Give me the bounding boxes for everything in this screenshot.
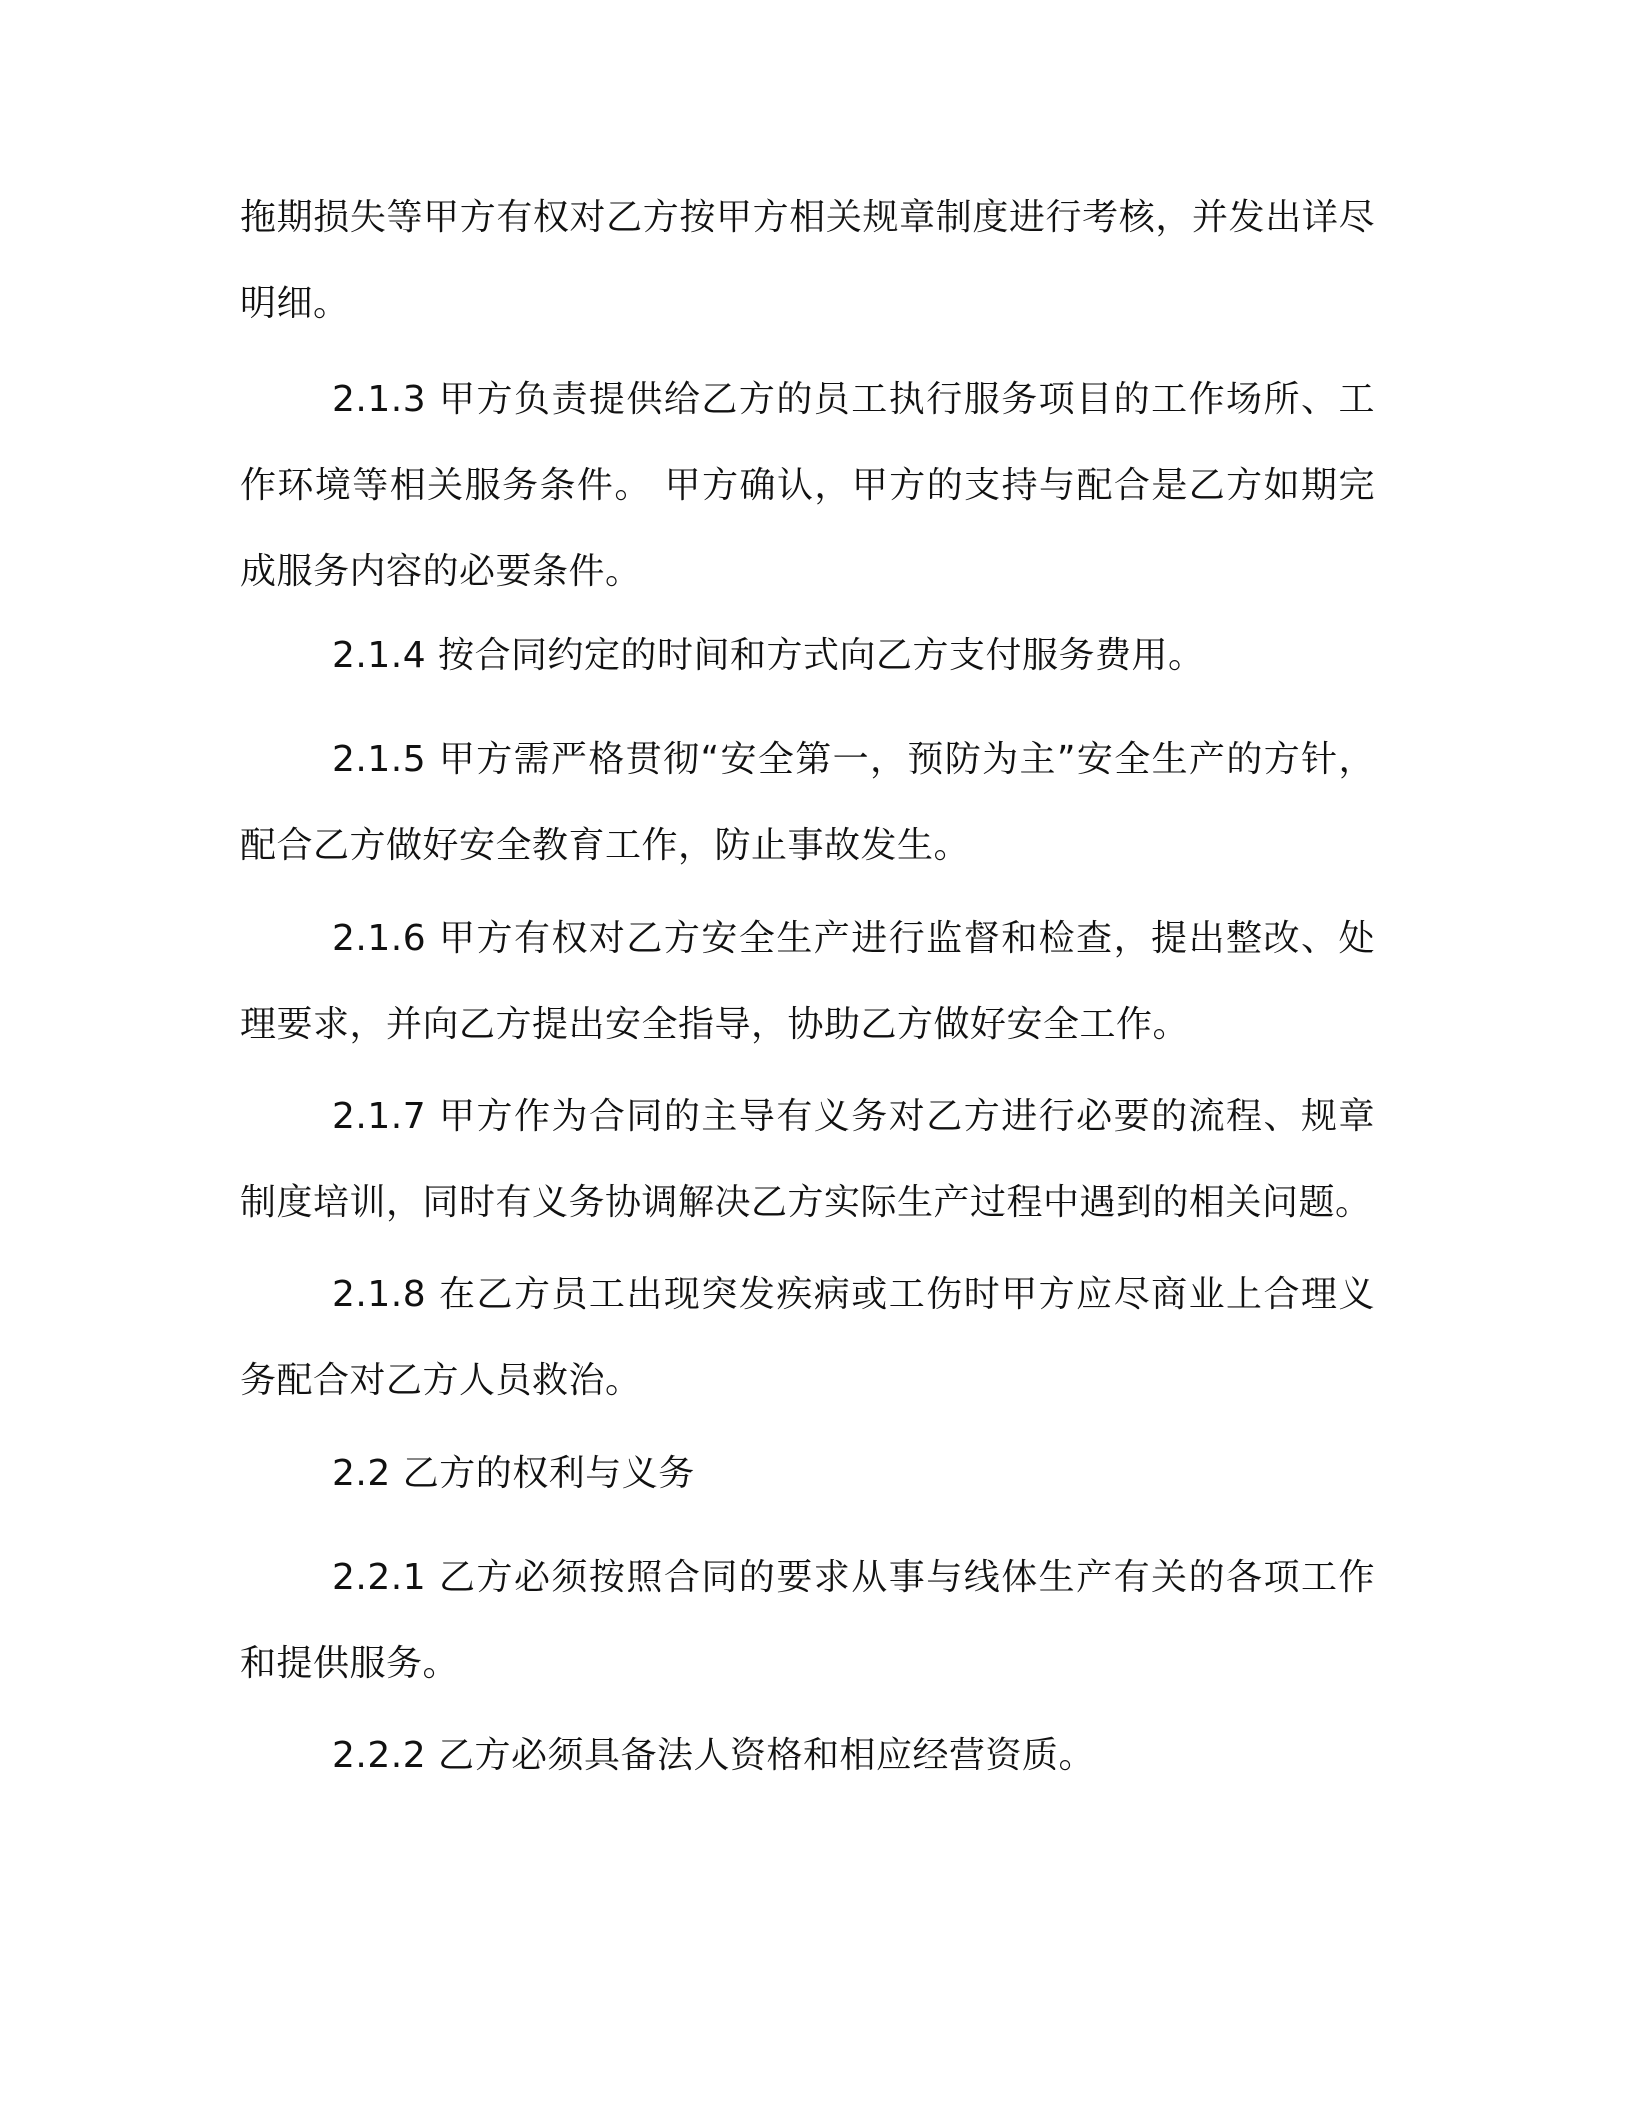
paragraph-2-1-3: 2.1.3 甲方负责提供给乙方的员工执行服务项目的工作场所、工作环境等相关服务条件。 甲方确认，甲方的支持与配合是乙方如期完成服务内容的必要条件。	[240, 379, 1375, 592]
section-heading-2-2: 2.2 乙方的权利与义务	[332, 1453, 695, 1494]
paragraph-2-1-7: 2.1.7 甲方作为合同的主导有义务对乙方进行必要的流程、规章制度培训，同时有义务协调解决乙方实际生产过程中遇到的相关问题。	[240, 1096, 1375, 1223]
paragraph-2-1-8: 2.1.8 在乙方员工出现突发疾病或工伤时甲方应尽商业上合理义务配合对乙方人员救治。	[240, 1274, 1375, 1401]
paragraph-2-2-1: 2.2.1 乙方必须按照合同的要求从事与线体生产有关的各项工作和提供服务。	[240, 1557, 1375, 1684]
paragraph-2-2-2: 2.2.2 乙方必须具备法人资格和相应经营资质。	[332, 1735, 1096, 1776]
paragraph-2-1-5: 2.1.5 甲方需严格贯彻“安全第一，预防为主”安全生产的方针，配合乙方做好安全教育工作，防止事故发生。	[240, 739, 1375, 866]
paragraph-2-1-4: 2.1.4 按合同约定的时间和方式向乙方支付服务费用。	[332, 635, 1205, 676]
paragraph-2-1-6: 2.1.6 甲方有权对乙方安全生产进行监督和检查，提出整改、处理要求，并向乙方提出安全指导，协助乙方做好安全工作。	[240, 918, 1375, 1045]
paragraph-continuation: 拖期损失等甲方有权对乙方按甲方相关规章制度进行考核，并发出详尽明细。	[240, 197, 1375, 324]
